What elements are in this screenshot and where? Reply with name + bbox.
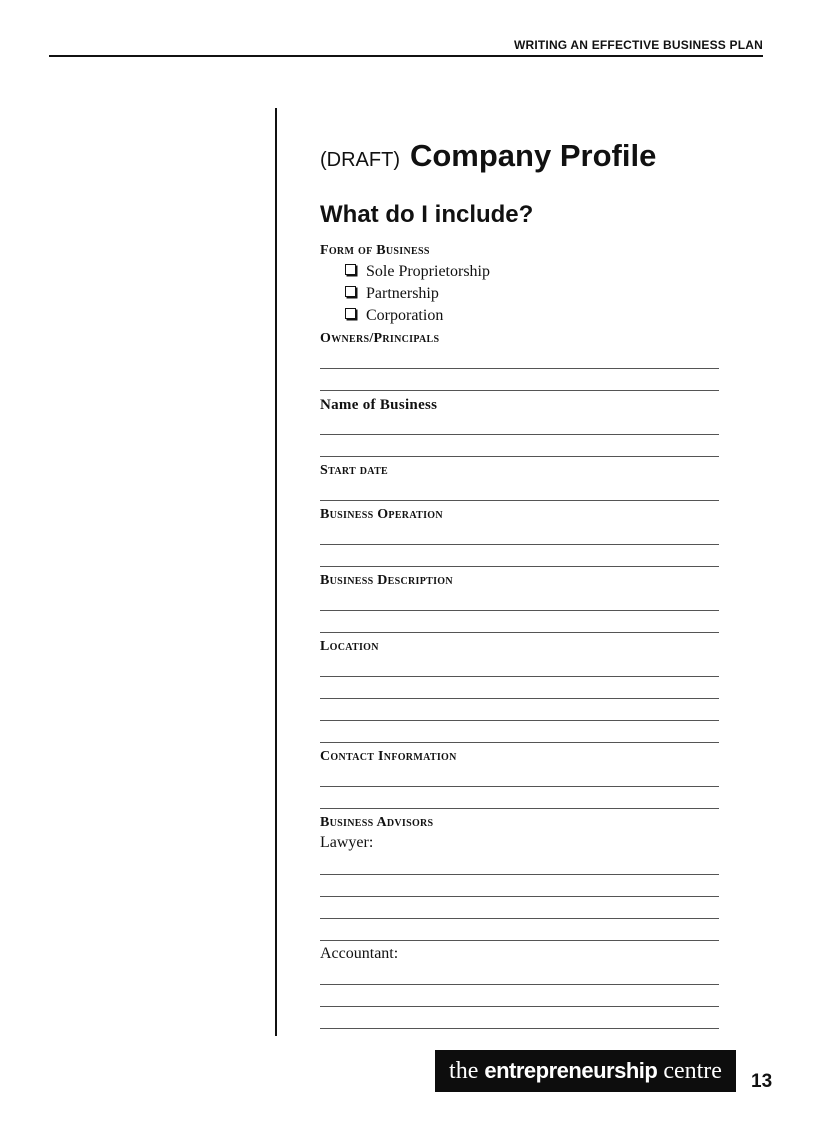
option-partnership[interactable] [345,285,439,303]
location-line[interactable] [320,720,719,721]
location-label: Location [320,639,379,654]
checkbox[interactable] [345,308,356,319]
form-of-business-label: Form of Business [320,243,430,258]
location-line[interactable] [320,742,719,743]
owners-label: Owners/Principals [320,331,440,346]
checkbox[interactable] [345,286,356,297]
business-name-line[interactable] [320,456,719,457]
owners-line[interactable] [320,390,719,391]
location-line[interactable] [320,698,719,699]
business-description-label: Business Description [320,573,453,588]
option-corporation[interactable] [345,307,443,325]
running-header: WRITING AN EFFECTIVE BUSINESS PLAN [513,38,763,52]
accountant-line[interactable] [320,1006,719,1007]
lawyer-line[interactable] [320,874,719,875]
draft-tag: (DRAFT) [320,149,400,171]
accountant-label: Accountant: [320,945,399,962]
contact-information-line[interactable] [320,808,719,809]
owners-line[interactable] [320,368,719,369]
lawyer-line[interactable] [320,940,719,941]
lawyer-line[interactable] [320,918,719,919]
business-description-line[interactable] [320,632,719,633]
business-operation-line[interactable] [320,566,719,567]
accountant-line[interactable] [320,984,719,985]
option-label: Corporation [366,307,444,324]
start-date-line[interactable] [320,500,719,501]
start-date-label: Start date [320,463,389,478]
business-name-line[interactable] [320,434,719,435]
option-label: Sole Proprietorship [366,263,490,280]
margin-rule [275,108,277,1036]
page-number: 13 [751,1071,773,1092]
lawyer-line[interactable] [320,896,719,897]
accountant-line[interactable] [320,1028,719,1029]
business-operation-label: Business Operation [320,507,443,522]
business-description-line[interactable] [320,610,719,611]
logo-text-entrepreneurship: entrepreneurship [484,1058,658,1083]
contact-information-line[interactable] [320,786,719,787]
business-name-label: Name of Business [320,397,438,413]
lawyer-label: Lawyer: [320,834,374,851]
checkbox[interactable] [345,264,356,275]
business-advisors-label: Business Advisors [320,815,434,830]
option-sole-proprietorship[interactable] [345,263,490,281]
page-title: Company Profile [409,138,657,173]
option-label: Partnership [366,285,439,302]
section-subtitle: What do I include? [320,201,534,228]
header-rule [49,55,763,57]
contact-information-label: Contact Information [320,749,457,764]
entrepreneurship-centre-logo [435,1050,736,1092]
logo-text-centre: centre [663,1058,722,1084]
location-line[interactable] [320,676,719,677]
logo-text-the: the [449,1058,479,1084]
title-row [320,138,656,174]
business-operation-line[interactable] [320,544,719,545]
